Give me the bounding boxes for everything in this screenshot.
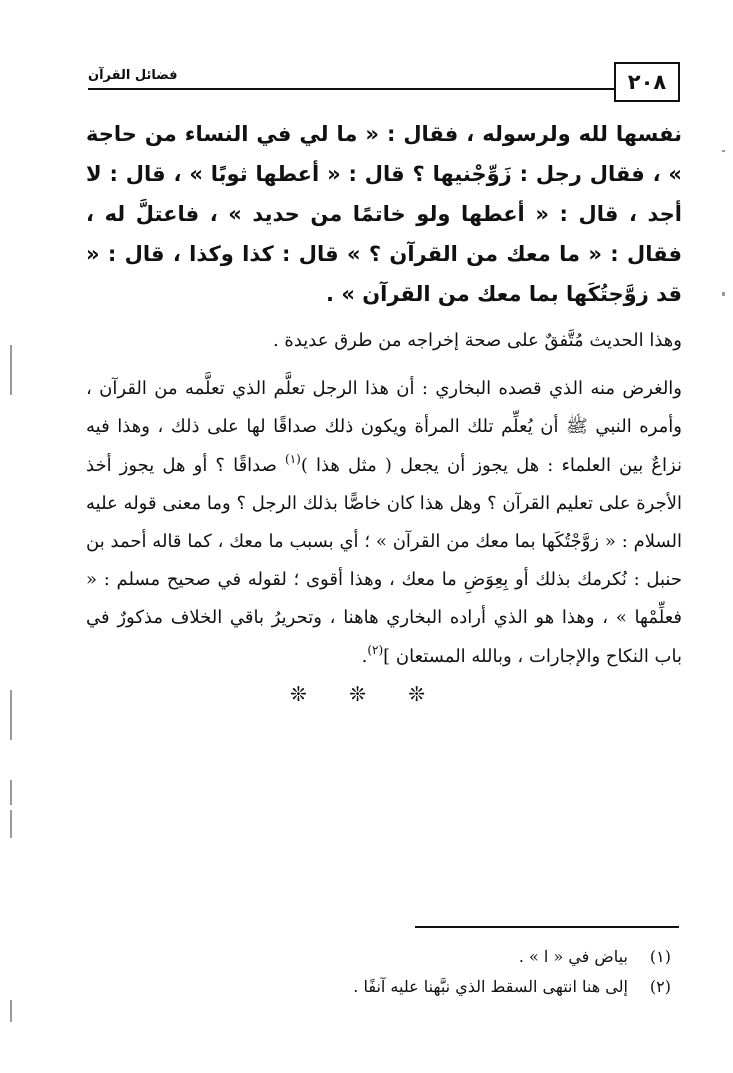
paragraph-agreement: وهذا الحديث مُتَّفقٌ على صحة إخراجه من طرق عديدة . — [272, 330, 682, 351]
scan-edge-mark — [722, 292, 725, 296]
footnote-ref-2[interactable]: (٢) — [367, 642, 384, 657]
scan-edge-mark — [10, 345, 12, 395]
footnote-number: (١) — [649, 947, 671, 966]
footnote-ref-1[interactable]: (١) — [285, 451, 301, 466]
page-header — [88, 62, 680, 102]
scan-edge-mark — [722, 150, 725, 152]
commentary-part-a: والغرض منه الذي قصده البخاري : أن هذا الرجل تعلَّم الذي تعلَّمه من القرآن ، وأمره النبي ﷺ أن يُعلِّم تلك المرأة ويكون ذلك صداقًا لها على ذلك ، وهذا فيه نزاعٌ بين العلماء : هل يجوز أن يجعل ( مثل هذا ) — [86, 378, 682, 476]
header-rule — [88, 88, 614, 90]
paragraph-commentary — [86, 370, 682, 676]
footnotes — [111, 942, 671, 1002]
footnote-number: (٢) — [649, 977, 671, 996]
footnote-2 — [111, 972, 671, 1002]
running-title: فضائل القرآن — [88, 68, 178, 83]
section-separator: ❊ ❊ ❊ — [290, 682, 443, 706]
main-text — [86, 114, 682, 676]
commentary-part-b: صداقًا ؟ أو هل يجوز أخذ الأجرة على تعليم القرآن ؟ وهل هذا كان خاصًّا بذلك الرجل ؟ وما معنى قوله عليه السلام : « زوَّجْتُكَها بما معك من القرآن » ؛ أي بسبب ما معك ، كما قاله أحمد بن حنبل : نُكرمك بذلك أو بِعِوَضِ ما معك ، وهذا أقوى ؛ لقوله في صحيح مسلم : « فعلِّمْها » ، وهذا هو الذي أراده البخاري هاهنا ، وتحريرُ باقي الخلاف مذكورٌ في باب النكاح والإجارات ، وبالله المستعان ] — [86, 454, 682, 667]
page-number: ٢٠٨ — [614, 62, 680, 102]
scan-edge-mark — [10, 780, 12, 805]
scan-edge-mark — [10, 1000, 12, 1022]
footnote-1 — [111, 942, 671, 972]
commentary-part-c: . — [361, 645, 368, 667]
footnote-text: إلى هنا انتهى السقط الذي نبَّهنا عليه آنفًا . — [353, 977, 628, 996]
scan-edge-mark — [10, 810, 12, 838]
footnote-text: بياض في « ا » . — [518, 947, 628, 966]
hadith-quote: نفسها لله ولرسوله ، فقال : « ما لي في النساء من حاجة » ، فقال رجل : زَوِّجْنيها ؟ قال : « أعطها ثوبًا » ، قال : لا أجد ، قال : « أعطها ولو خاتمًا من حديد » ، فاعتلَّ له ، فقال : « ما معك من القرآن ؟ » قال : كذا وكذا ، قال : « قد زوَّجتُكَها بما معك من القرآن » . — [86, 122, 682, 306]
footnote-rule — [415, 926, 679, 928]
